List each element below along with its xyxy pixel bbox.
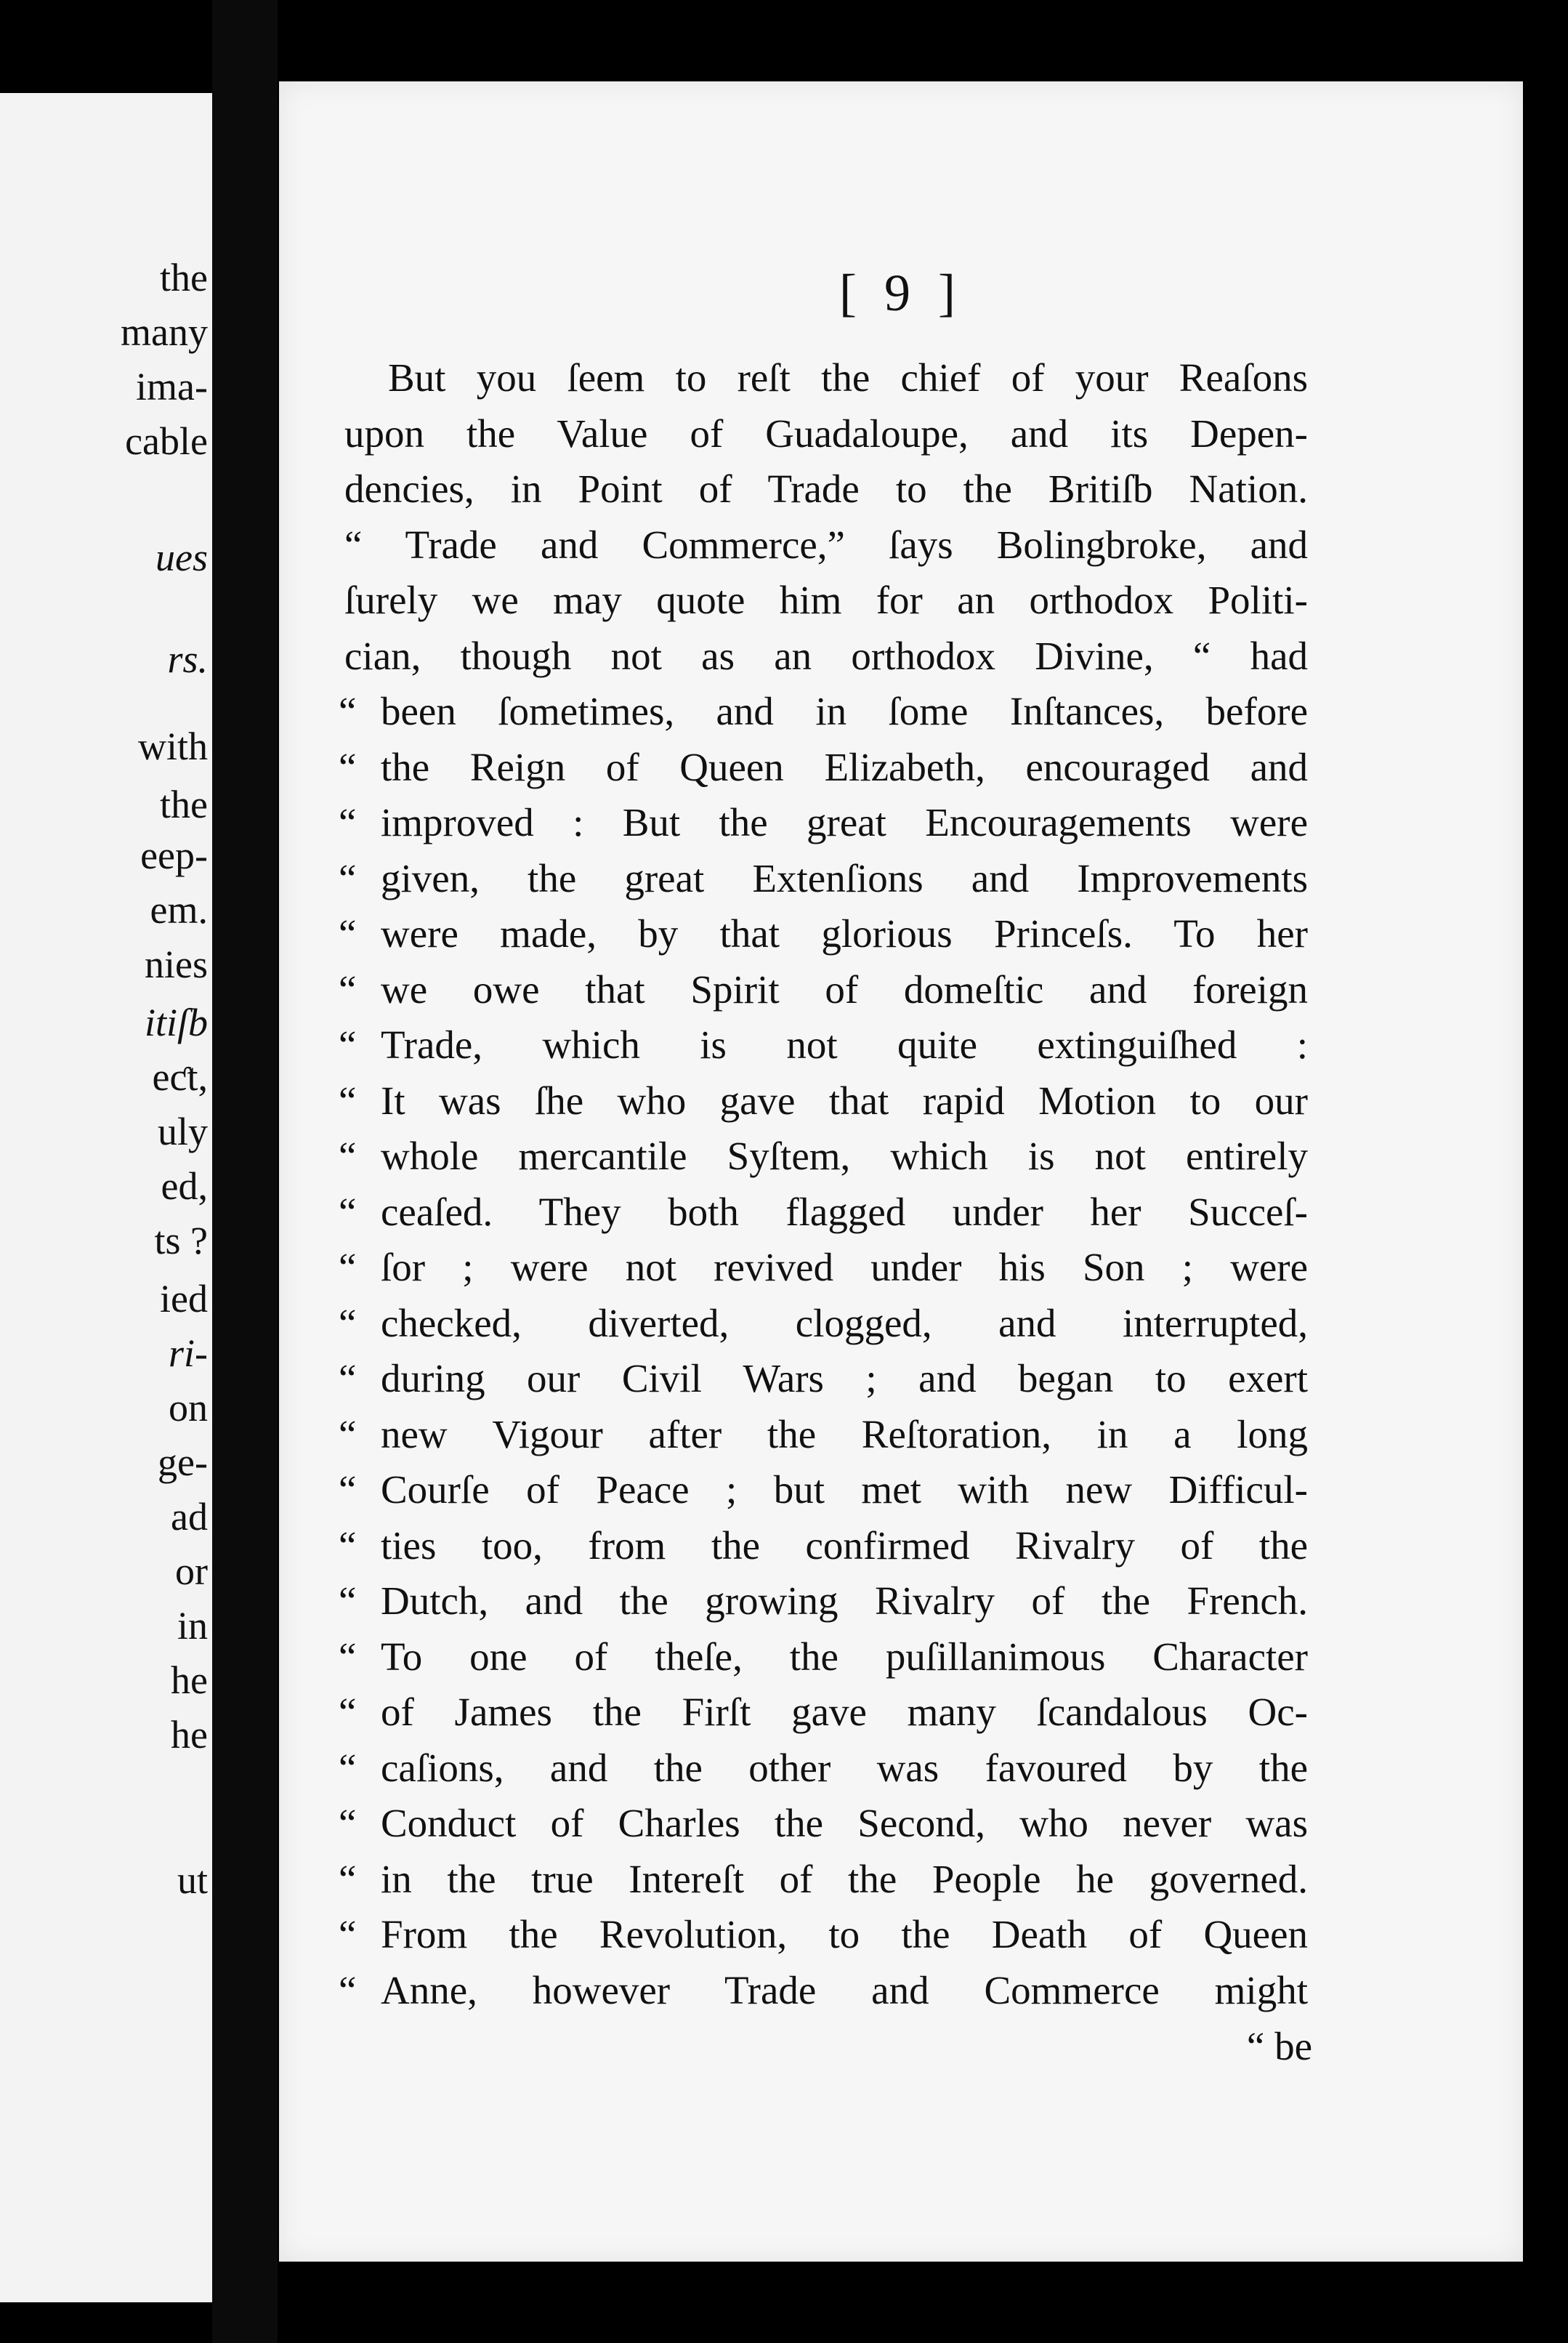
quotation-mark: “ bbox=[339, 1134, 357, 1178]
quotation-mark: “ bbox=[339, 855, 357, 900]
previous-page-text-fragment: the bbox=[160, 783, 208, 826]
previous-page-text-fragment: on bbox=[169, 1386, 208, 1429]
text-line-content: of James the Firſt gave many ſcandalous Oc- bbox=[381, 1690, 1308, 1734]
quotation-mark: “ bbox=[339, 1523, 357, 1568]
text-line bbox=[339, 684, 1308, 740]
text-line-content: during our Civil Wars ; and began to exert bbox=[381, 1356, 1308, 1400]
text-line-content: Conduct of Charles the Second, who never was bbox=[381, 1801, 1308, 1845]
text-line-content: Dutch, and the growing Rivalry of the French. bbox=[381, 1578, 1308, 1623]
quotation-mark: “ bbox=[339, 1467, 357, 1512]
text-line-content: we owe that Spirit of domeſtic and foreign bbox=[381, 967, 1308, 1012]
text-line-content: ceaſed. They both flagged under her Succeſ- bbox=[381, 1189, 1308, 1234]
previous-page-text-fragment: ts ? bbox=[154, 1219, 208, 1262]
previous-page-text-fragment: ues bbox=[155, 536, 208, 579]
quotation-mark: “ bbox=[339, 1356, 357, 1400]
text-line bbox=[339, 1351, 1308, 1407]
text-line bbox=[339, 1407, 1308, 1463]
text-line-content: cian, though not as an orthodox Divine, “ had bbox=[344, 633, 1308, 678]
text-line bbox=[344, 406, 1308, 462]
text-line bbox=[344, 517, 1308, 573]
previous-page-text-fragment: em. bbox=[150, 888, 208, 932]
previous-page-text-fragment: ge- bbox=[158, 1440, 208, 1484]
text-line bbox=[339, 906, 1308, 962]
quotation-mark: “ bbox=[339, 1690, 357, 1734]
previous-page-text-fragment: ied bbox=[160, 1277, 208, 1320]
book-gutter bbox=[212, 0, 278, 2343]
quotation-mark: “ bbox=[339, 1300, 357, 1345]
previous-page-text-fragment: with bbox=[137, 725, 208, 768]
previous-page-text-fragment: cable bbox=[125, 419, 208, 463]
text-line-content: given, the great Extenſions and Improvements bbox=[381, 855, 1308, 900]
quotation-mark: “ bbox=[339, 800, 357, 844]
text-line-content: To one of theſe, the puſillanimous Character bbox=[381, 1634, 1308, 1679]
quotation-mark: “ bbox=[339, 1189, 357, 1234]
text-line-content: ties too, from the confirmed Rivalry of the bbox=[381, 1523, 1308, 1568]
previous-page-text-fragment: eƈt, bbox=[152, 1055, 208, 1099]
previous-page-text-fragment: the bbox=[160, 256, 208, 299]
text-line-content: checked, diverted, clogged, and interrupted, bbox=[381, 1300, 1308, 1345]
catchword: “ be bbox=[1246, 2024, 1312, 2068]
text-line-content: upon the Value of Guadaloupe, and its Depen- bbox=[344, 411, 1308, 456]
text-line-content: the Reign of Queen Elizabeth, encouraged and bbox=[381, 744, 1308, 789]
text-line-content: dencies, in Point of Trade to the Britiſb Nation. bbox=[344, 467, 1308, 511]
text-line-content: in the true Intereſt of the People he governed. bbox=[381, 1856, 1308, 1901]
text-line-content: ſurely we may quote him for an orthodox Politi- bbox=[344, 578, 1308, 622]
text-line bbox=[339, 1017, 1308, 1073]
text-line-content: “ Trade and Commerce,” ſays Bolingbroke, and bbox=[344, 522, 1308, 567]
page-body-text bbox=[339, 350, 1308, 2018]
text-line bbox=[339, 1240, 1308, 1296]
text-line-content: were made, by that glorious Princeſs. To her bbox=[381, 911, 1308, 956]
previous-page-text-fragment: ima- bbox=[136, 365, 208, 408]
text-line-content: Anne, however Trade and Commerce might bbox=[381, 1967, 1308, 2012]
text-line bbox=[339, 1629, 1308, 1685]
previous-page-fragment bbox=[0, 93, 212, 2302]
text-line-content: new Vigour after the Reſtoration, in a long bbox=[381, 1411, 1308, 1456]
text-line-content: whole mercantile Syſtem, which is not entirely bbox=[381, 1134, 1308, 1178]
text-line bbox=[339, 1907, 1308, 1963]
previous-page-text-fragment: ad bbox=[171, 1495, 208, 1539]
previous-page-text-fragment: in bbox=[177, 1604, 208, 1648]
quotation-mark: “ bbox=[339, 1078, 357, 1123]
previous-page-text-fragment: nies bbox=[145, 943, 208, 986]
previous-page-text-fragment: ut bbox=[177, 1858, 208, 1902]
previous-page-text-fragment: uly bbox=[157, 1110, 208, 1153]
text-line bbox=[339, 1741, 1308, 1796]
text-line bbox=[339, 1462, 1308, 1518]
text-line-content: Courſe of Peace ; but met with new Difficul- bbox=[381, 1467, 1308, 1512]
text-line-content: improved : But the great Encouragements were bbox=[381, 800, 1308, 844]
text-line bbox=[339, 1852, 1308, 1908]
text-line bbox=[339, 851, 1308, 907]
text-line bbox=[339, 795, 1308, 851]
page-number: [ 9 ] bbox=[839, 264, 963, 322]
text-line bbox=[339, 962, 1308, 1018]
quotation-mark: “ bbox=[339, 1967, 357, 2012]
book-page bbox=[279, 81, 1523, 2262]
text-line-content: caſions, and the other was favoured by the bbox=[381, 1745, 1308, 1790]
text-line-content: But you ſeem to reſt the chief of your Reaſons bbox=[388, 355, 1308, 400]
previous-page-text-fragment: or bbox=[175, 1549, 208, 1593]
previous-page-text-fragment: many bbox=[121, 310, 208, 354]
previous-page-text-fragment: ed, bbox=[161, 1164, 208, 1208]
quotation-mark: “ bbox=[339, 1245, 357, 1289]
text-line bbox=[344, 573, 1308, 629]
previous-page-text-fragment: he bbox=[171, 1658, 208, 1702]
quotation-mark: “ bbox=[339, 911, 357, 956]
previous-page-text-fragment: eep- bbox=[140, 834, 208, 877]
quotation-mark: “ bbox=[339, 1578, 357, 1623]
quotation-mark: “ bbox=[339, 1634, 357, 1679]
text-line bbox=[339, 1573, 1308, 1629]
quotation-mark: “ bbox=[339, 967, 357, 1012]
text-line bbox=[339, 1796, 1308, 1852]
previous-page-text-fragment: ri- bbox=[169, 1331, 208, 1375]
text-line-content: It was ſhe who gave that rapid Motion to our bbox=[381, 1078, 1308, 1123]
text-line bbox=[339, 1296, 1308, 1352]
text-line bbox=[339, 1129, 1308, 1185]
text-line bbox=[339, 1685, 1308, 1741]
quotation-mark: “ bbox=[339, 1801, 357, 1845]
text-line bbox=[344, 350, 1308, 406]
text-line-content: ſor ; were not revived under his Son ; were bbox=[381, 1245, 1308, 1289]
text-line-content: Trade, which is not quite extinguiſhed : bbox=[381, 1023, 1308, 1067]
text-line bbox=[339, 1185, 1308, 1241]
quotation-mark: “ bbox=[339, 1411, 357, 1456]
text-line bbox=[339, 1963, 1308, 2019]
previous-page-text-fragment: rs. bbox=[167, 637, 208, 681]
previous-page-text-fragment: he bbox=[171, 1713, 208, 1757]
previous-page-text-fragment: itiſb bbox=[144, 1001, 208, 1044]
quotation-mark: “ bbox=[339, 689, 357, 733]
scan-border bbox=[279, 2262, 1523, 2343]
quotation-mark: “ bbox=[339, 744, 357, 789]
text-line bbox=[339, 1518, 1308, 1574]
text-line bbox=[339, 740, 1308, 796]
text-line bbox=[339, 1073, 1308, 1129]
quotation-mark: “ bbox=[339, 1856, 357, 1901]
text-line-content: From the Revolution, to the Death of Queen bbox=[381, 1912, 1308, 1956]
text-line bbox=[344, 461, 1308, 517]
quotation-mark: “ bbox=[339, 1912, 357, 1956]
text-line-content: been ſometimes, and in ſome Inſtances, before bbox=[381, 689, 1308, 733]
text-line bbox=[344, 629, 1308, 685]
quotation-mark: “ bbox=[339, 1023, 357, 1067]
quotation-mark: “ bbox=[339, 1745, 357, 1790]
